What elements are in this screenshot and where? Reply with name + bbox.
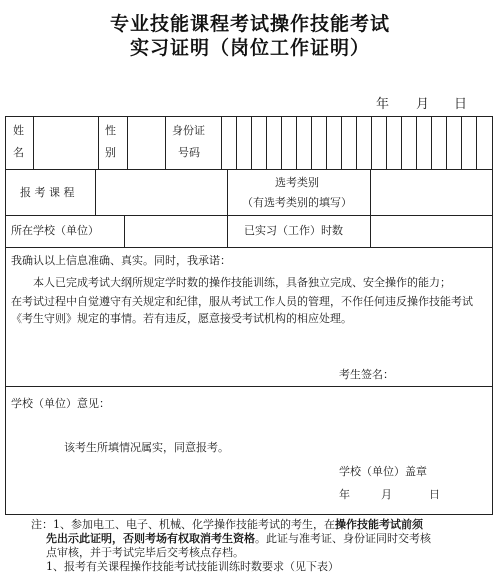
name-label-2: 名 bbox=[13, 146, 24, 159]
stamp-date-year: 年 bbox=[339, 488, 350, 501]
category-note: （有选考类别的填写） bbox=[242, 196, 352, 209]
note-1-line-3: 点审核，并于考试完毕后交考核点存档。 bbox=[46, 546, 244, 559]
form-table bbox=[5, 116, 493, 515]
school-label: 所在学校（单位） bbox=[11, 224, 99, 237]
school-opinion-text: 该考生所填情况属实，同意报考。 bbox=[64, 441, 229, 454]
gender-label-2: 别 bbox=[105, 146, 116, 159]
school-opinion-label: 学校（单位）意见： bbox=[11, 397, 110, 410]
row-divider bbox=[6, 215, 492, 216]
row-divider bbox=[6, 386, 492, 387]
school-stamp-label: 学校（单位）盖章 bbox=[339, 465, 427, 478]
row-divider bbox=[6, 247, 492, 248]
stamp-date-month: 月 bbox=[381, 488, 392, 501]
date-year: 年 bbox=[376, 97, 390, 112]
commit-paragraph-1: 本人已完成考试大纲所规定学时数的操作技能训练，具备独立完成、安全操作的能力； bbox=[33, 276, 451, 289]
category-label: 选考类别 bbox=[275, 176, 319, 189]
date-day: 日 bbox=[454, 97, 468, 112]
stamp-date-day: 日 bbox=[429, 488, 440, 501]
id-label-2: 号码 bbox=[178, 146, 200, 159]
note-2: 1、报考有关课程操作技能考试技能训练时数要求（见下表） bbox=[46, 560, 339, 573]
commit-intro: 我确认以上信息准确、真实。同时，我承诺： bbox=[11, 254, 231, 267]
date-month: 月 bbox=[416, 97, 430, 112]
commit-paragraph-2: 在考试过程中自觉遵守有关规定和纪律，服从考试工作人员的管理，不作任何违反操作技能考试《考生守则》规定的事情。若有违反，愿意接受考试机构的相应处理。 bbox=[11, 295, 473, 326]
note-1-line-1: 注：1、参加电工、电子、机械、化学操作技能考试的考生，在操作技能考试前须 bbox=[31, 518, 423, 531]
id-label-1: 身份证 bbox=[172, 124, 205, 137]
title-line-1: 专业技能课程考试操作技能考试 bbox=[109, 13, 390, 35]
practiced-hours-label: 已实习（工作）时数 bbox=[244, 224, 343, 237]
name-label-1: 姓 bbox=[13, 124, 24, 137]
applicant-signature-label: 考生签名： bbox=[339, 368, 394, 381]
course-label: 报 考 课 程 bbox=[20, 186, 75, 199]
row-divider bbox=[6, 169, 492, 170]
note-1-line-2: 先出示此证明，否则考场有权取消考生资格。此证与准考证、身份证同时交考核 bbox=[46, 532, 431, 545]
gender-label-1: 性 bbox=[105, 124, 116, 137]
title-line-2: 实习证明（岗位工作证明） bbox=[129, 37, 370, 59]
